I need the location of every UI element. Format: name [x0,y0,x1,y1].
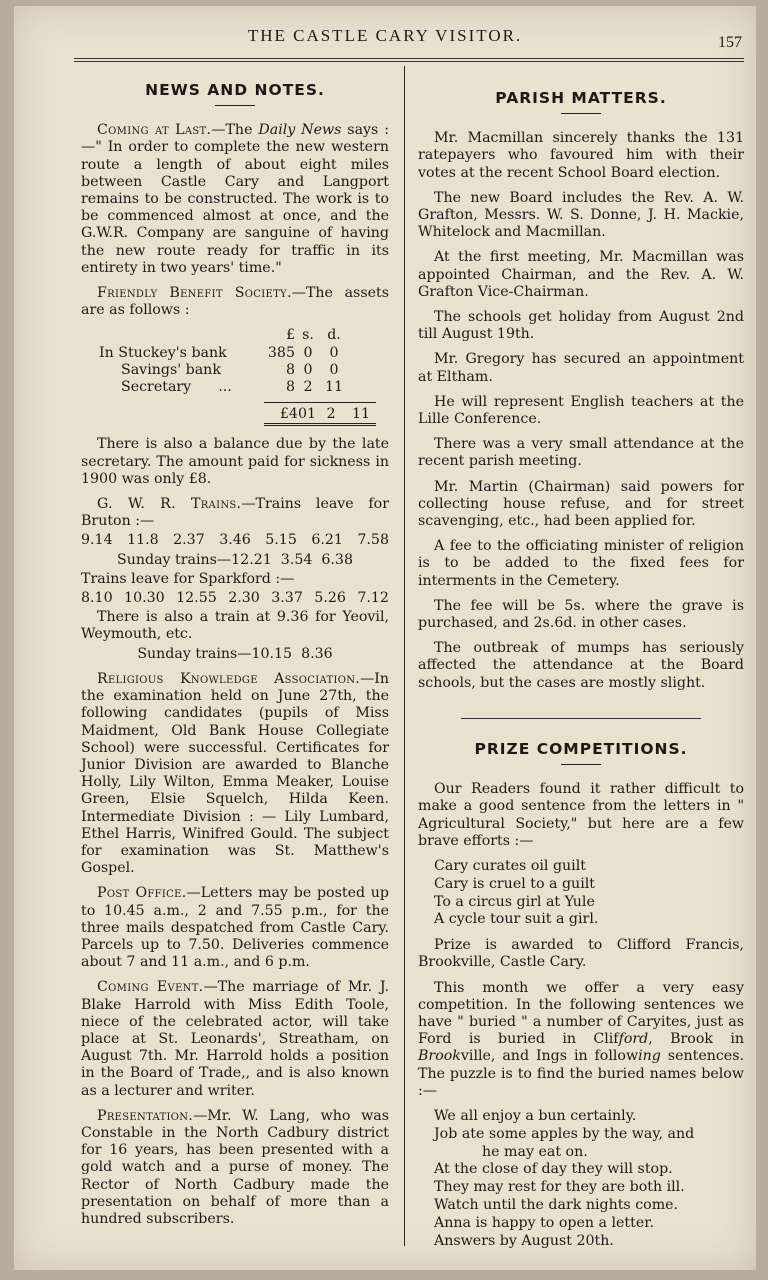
assets-header-row [99,327,389,344]
parish-paragraph: There was a very small attendance at the recent parish meeting. [418,436,744,470]
parish-paragraph: At the first meeting, Mr. Macmillan was appointed Chairman, and the Rev. A. W. Grafton Vice-Chairman. [418,249,744,300]
item-label: G. W. R. Trains. [97,496,242,513]
train-time: 12.55 [176,590,217,607]
parish-paragraph: The new Board includes the Rev. A. W. Grafton, Messrs. W. S. Donne, J. H. Mackie, Whitelock and Macmillan. [418,189,744,241]
competition-text-part: This month we offer a very easy competition. In the following sentences we have " buried " a number of Caryites, just as Ford is buried in Clif [418,979,744,1048]
train-time: 6.21 [311,532,343,549]
competition-text-part: ville, and Ings in follow [460,1048,639,1065]
assets-total-row [264,402,376,426]
competition-emphasis: ford [618,1031,649,1048]
page-number: 157 [718,34,742,51]
item-text: —Letters may be posted up to 10.45 a.m., 2 and 7.55 p.m., for the three mails despatched from Castle Cary. Parcels up to 7.50. Deliveries commence about 7 and 11 a.m., and 6 p.m. [81,885,389,971]
balance-note: There is also a balance due by the late secretary. The amount paid for sickness in 1900 was only £8. [81,436,389,487]
bruton-times [81,532,389,549]
train-time: 5.26 [314,590,346,607]
sparkford-intro: Trains leave for Sparkford :— [81,570,295,587]
asset-label: Savings' bank [121,361,221,378]
yeovil-note: There is also a train at 9.36 for Yeovil, Weymouth, etc. [81,609,389,643]
train-time: 11.8 [127,532,159,549]
asset-pounds: 385 [267,344,295,361]
header-rule [74,58,744,62]
train-time: 3.46 [219,532,251,549]
prize-entry-line: Cary curates oil guilt [434,857,586,874]
prize-entry-line: To a circus girl at Yule [434,893,595,910]
puzzle-line: They may rest for they are both ill. [434,1179,685,1196]
total-pounds: £401 [279,406,316,423]
puzzle-line: Watch until the dark nights come. [434,1196,679,1213]
heading-rule [215,105,255,106]
assets-row [99,379,389,396]
presentation-item [81,1108,389,1228]
prize-entry-line: Cary is cruel to a guilt [434,875,595,892]
train-time: 9.14 [81,532,113,549]
asset-pence: 0 [329,344,339,361]
asset-pounds: 8 [285,361,295,378]
assets-table [99,327,389,426]
train-time: 7.58 [357,532,389,549]
heading-rule [561,113,601,114]
bruton-sunday-trains: Sunday trains—12.21 3.54 6.38 [117,551,353,568]
item-text: —The assets are as follows : [81,285,389,319]
train-time: 7.12 [357,590,389,607]
train-time: 10.30 [124,590,165,607]
right-column [418,74,744,1258]
column-divider [404,66,405,1246]
item-label: Religious Knowledge Association. [97,670,361,687]
competition-emphasis: ing [638,1048,661,1065]
parish-paragraph: The outbreak of mumps has seriously affected the attendance at the Board schools, but the cases are mostly slight. [418,640,744,691]
item-label: Post Office. [97,885,187,902]
puzzle-sentences [434,1108,744,1250]
sparkford-sunday-trains: Sunday trains—10.15 8.36 [137,645,333,662]
competition-text [418,980,744,1100]
puzzle-line: he may eat on. [482,1143,588,1160]
sparkford-times [81,590,389,607]
asset-pounds: 8 [285,379,295,396]
coming-at-last-item [81,122,389,277]
coming-event-item [81,979,389,1099]
asset-shillings: 0 [303,344,313,361]
parish-paragraph: A fee to the officiating minister of religion is to be added to the fixed fees for interments in the Cemetery. [418,538,744,589]
magazine-page [14,6,756,1270]
competition-text-part: sentences. The puzzle is to find the buried names below :— [418,1048,744,1099]
parish-paragraph: Mr. Macmillan sincerely thanks the 131 ratepayers who favoured him with their votes at the recent School Board election. [418,130,744,181]
pence-header: d. [327,327,341,344]
parish-paragraph: He will represent English teachers at the Lille Conference. [418,393,744,428]
total-pence: 11 [351,406,371,423]
friendly-society-item [81,285,389,319]
train-time: 8.10 [81,590,113,607]
puzzle-line: We all enjoy a bun certainly. [434,1107,637,1124]
item-label: Presentation. [97,1107,194,1124]
asset-shillings: 2 [303,379,313,396]
asset-shillings: 0 [303,361,313,378]
train-time: 2.37 [173,532,205,549]
puzzle-line: At the close of day they will stop. [434,1161,673,1178]
item-label: Friendly Benefit Society. [97,285,292,302]
answers-deadline: Answers by August 20th. [434,1232,614,1249]
item-text: —The [211,122,259,139]
parish-paragraph: Mr. Gregory has secured an appointment at Eltham. [418,351,744,385]
prize-intro: Our Readers found it rather difficult to make a good sentence from the letters in " Agricultural Society," but here are a few brave efforts :— [418,781,744,849]
post-office-item [81,885,389,971]
item-text: —Trains leave for Bruton :— [81,496,389,530]
parish-paragraph: The fee will be 5s. where the grave is purchased, and 2s.6d. in other cases. [418,597,744,632]
pounds-header: £ [285,327,295,344]
prize-entries [434,858,744,929]
asset-label: Secretary ... [121,379,232,396]
assets-row [99,362,389,379]
train-time: 2.30 [228,590,260,607]
parish-paragraph: Mr. Martin (Chairman) said powers for collecting house refuse, and for street scavenging, etc., had been applied for. [418,478,744,530]
heading-rule [561,764,601,765]
prize-entry-line: A cycle tour suit a girl. [434,911,599,928]
item-text: says :—" In order to complete the new western route a length of about eight miles between Castle Cary and Langport remains to be constructed. The work is to be commenced almost at once, and the G.W.R. Company are sanguine of having the new route ready for traffic in its entirety in two years' time." [81,122,389,276]
religious-knowledge-item [81,671,389,877]
competition-emphasis: Brook [418,1048,461,1065]
assets-row [99,345,389,362]
item-text: —In the examination held on June 27th, the following candidates (pupils of Miss Maidment, Old Bank House Collegiate School) were successful. Certificates for Junior Division are awarded to Blanche Holly, Lily Wilton, Emma Meaker, Louise Green, Elsie Squelch, Hilda Keen. Intermediate Division : — Lily Lumbard, Ethel Harris, Winifred Gould. The subject for examination was St. Matthew's Gospel. [81,670,389,877]
news-heading: NEWS AND NOTES. [145,81,325,99]
total-shillings: 2 [326,406,336,423]
asset-pence: 11 [324,379,344,396]
competition-text-part: , Brook in [648,1031,744,1048]
puzzle-line: Job ate some apples by the way, and [434,1125,695,1142]
asset-label: In Stuckey's bank [99,344,227,361]
asset-pence: 0 [329,361,339,378]
section-separator [461,718,701,719]
item-text: —The marriage of Mr. J. Blake Harrold with Miss Edith Toole, niece of the celebrated actor, will take place at St. Leonards', Streatham, on August 7th. Mr. Harrold holds a position in the Board of Trade,, and is also known as a lecturer and writer. [81,979,389,1099]
prize-heading: PRIZE COMPETITIONS. [474,739,688,758]
item-label: Coming Event. [97,979,204,996]
item-text: —Mr. W. Lang, who was Constable in the North Cadbury district for 16 years, has been presented with a gold watch and a purse of money. The Rector of North Cadbury made the presentation on behalf of more than a hundred subscribers. [81,1107,389,1227]
train-time: 5.15 [265,532,297,549]
parish-heading: PARISH MATTERS. [495,89,667,107]
newspaper-name: Daily News [258,122,342,139]
parish-paragraph: The schools get holiday from August 2nd till August 19th. [418,309,744,343]
left-column [81,74,389,1236]
gwr-trains-item [81,496,389,530]
item-label: Coming at Last. [97,122,212,139]
train-time: 3.37 [271,590,303,607]
puzzle-line: Anna is happy to open a letter. [434,1214,654,1231]
prize-winner: Prize is awarded to Clifford Francis, Brookville, Castle Cary. [418,937,744,971]
running-head: THE CASTLE CARY VISITOR. [247,26,523,45]
shillings-header: s. [302,327,314,344]
